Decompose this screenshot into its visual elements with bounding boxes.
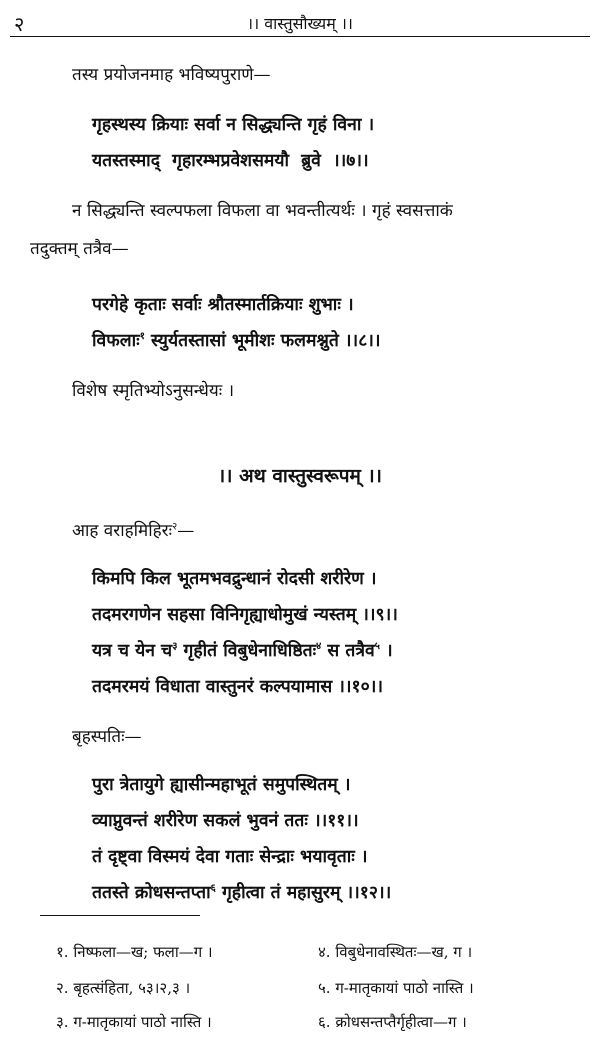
- verse-line: परगेहे कृताः सर्वाः श्रौतस्मार्तक्रियाः शुभाः ।: [92, 295, 354, 315]
- footnote: ५. ग-मातृकायां पाठो नास्ति ।: [318, 979, 474, 997]
- running-title: ।। वास्तुसौख्यम् ।।: [247, 14, 353, 33]
- footnote: ४. विबुधेनावस्थितः—ख, ग ।: [318, 943, 473, 961]
- verse-text: ।: [379, 641, 393, 661]
- prose-line: [72, 518, 194, 541]
- verse-text: गृहीत्वा तं महासुरम् ।।१२।।: [215, 883, 392, 903]
- section-heading: ।। अथ वास्तुस्वरूपम् ।।: [218, 465, 382, 487]
- prose-line: तस्य प्रयोजनमाह भविष्यपुराणे—: [72, 65, 271, 85]
- verse-text: यत्र च येन च: [92, 641, 173, 661]
- verse-line: [92, 638, 393, 662]
- verse-text: स्युर्यतस्तासां भूमीशः फलमश्नुते ।।८।।: [144, 331, 381, 351]
- page-number: २: [14, 12, 25, 36]
- verse-line: [92, 880, 391, 904]
- verse-text: ततस्ते क्रोधसन्तप्ता: [92, 883, 211, 903]
- footnote-marker: ३: [172, 641, 178, 653]
- footnote-marker: १: [139, 331, 145, 343]
- footnote-marker: २: [172, 521, 178, 533]
- footnote: ३. ग-मातृकायां पाठो नास्ति ।: [56, 1013, 212, 1031]
- verse-line: व्याप्नुवन्तं शरीरेण सकलं भुवनं ततः ।।११।।: [92, 811, 359, 831]
- verse-line: गृहस्थस्य क्रियाः सर्वा न सिद्ध्यन्ति गृहं विना ।: [92, 115, 375, 135]
- prose-line: विशेष स्मृतिभ्योऽनुसन्धेयः ।: [72, 381, 235, 401]
- verse-text: गृहीतं विबुधेनाधिष्ठितः: [177, 641, 317, 661]
- footnote: ६. क्रोधसन्तप्तैर्गृहीत्वा—ग ।: [318, 1013, 467, 1031]
- verse-line: तदमरमयं विधाता वास्तुनरं कल्पयामास ।।१०।।: [92, 677, 383, 697]
- footnote-marker: ६: [210, 883, 216, 895]
- page-header: [0, 10, 600, 36]
- prose-line: बृहस्पतिः—: [72, 727, 142, 747]
- prose-line: न सिद्ध्यन्ति स्वल्पफला विफला वा भवन्तीत्यर्थः । गृहं स्वसत्ताकं: [72, 201, 453, 221]
- footnote-marker: ५: [374, 641, 380, 653]
- verse-line: पुरा त्रेतायुगे ह्यासीन्महाभूतं समुपस्थितम् ।: [92, 775, 351, 795]
- verse-line: [92, 328, 381, 352]
- footnote-rule: [40, 915, 200, 916]
- verse-line: तं दृष्ट्वा विस्मयं देवा गताः सेन्द्राः भयावृताः ।: [92, 847, 368, 867]
- footnote: २. बृहत्संहिता, ५३।२,३ ।: [56, 979, 191, 997]
- footnote-marker: ४: [316, 641, 322, 653]
- verse-line: यतस्तस्माद् गृहारम्भप्रवेशसमयौ ब्रुवे ।।७।।: [92, 151, 369, 171]
- prose-text: आह वराहमिहिरः: [72, 521, 173, 541]
- header-rule: [10, 36, 590, 37]
- verse-line: तदमरगणेन सहसा विनिगृह्याधोमुखं न्यस्तम् ।।९।।: [92, 605, 398, 625]
- verse-line: किमपि किल भूतमभवद्रुन्धानं रोदसी शरीरेण ।: [92, 569, 377, 589]
- verse-text: स तत्रैव: [321, 641, 375, 661]
- footnote: १. निष्फला—ख; फला—ग ।: [56, 943, 213, 961]
- prose-text: —: [177, 521, 195, 541]
- verse-text: विफलाः: [92, 331, 140, 351]
- prose-line: तदुक्तम् तत्रैव—: [30, 239, 129, 259]
